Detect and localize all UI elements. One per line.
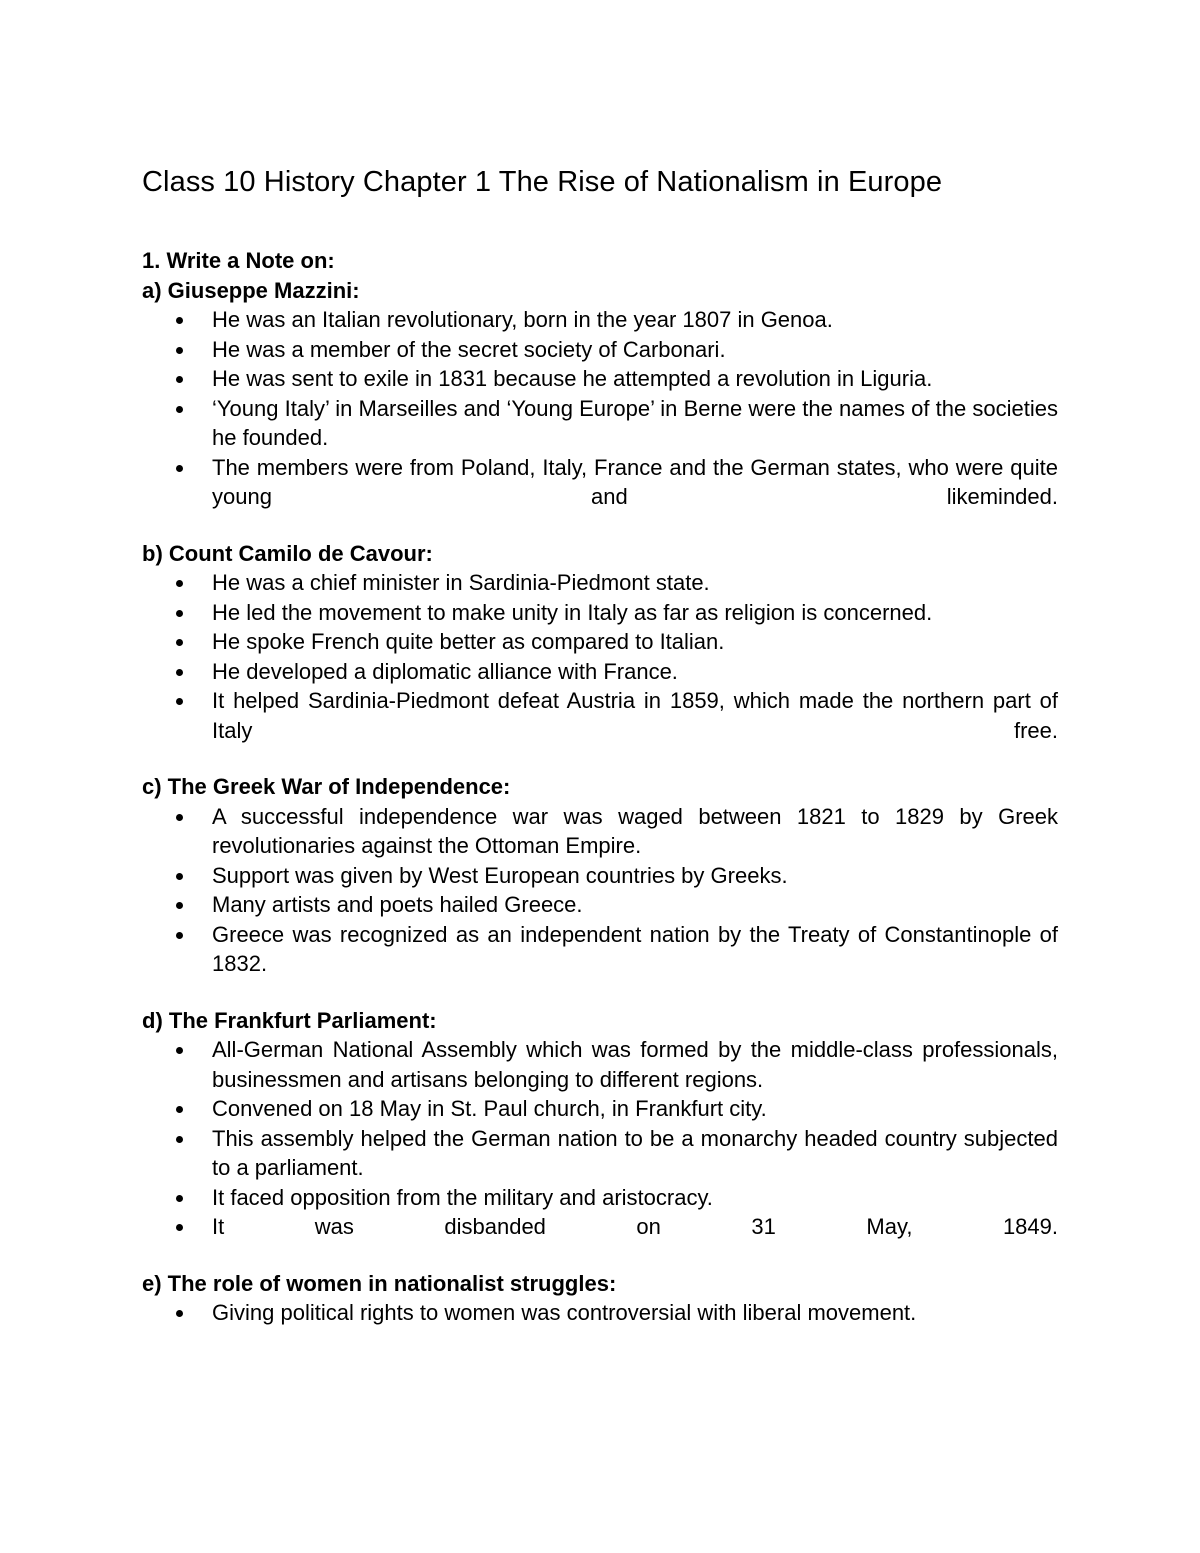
- bullet-icon: [176, 1136, 183, 1143]
- bullet-icon: [176, 1106, 183, 1113]
- list-item: He was a member of the secret society of Carbonari.: [142, 335, 1058, 365]
- document-page: [142, 160, 1058, 1328]
- bullet-icon: [176, 1195, 183, 1202]
- list-item: Support was given by West European countries by Greeks.: [142, 861, 1058, 891]
- section-heading-women: e) The role of women in nationalist struggles:: [142, 1270, 617, 1296]
- bullet-icon: [176, 376, 183, 383]
- bullet-list-frankfurt: [142, 1035, 1058, 1242]
- bullet-icon: [176, 406, 183, 413]
- bullet-icon: [176, 580, 183, 587]
- bullet-icon: [176, 1047, 183, 1054]
- list-item: He spoke French quite better as compared to Italian.: [142, 627, 1058, 657]
- bullet-icon: [176, 610, 183, 617]
- list-item: The members were from Poland, Italy, France and the German states, who were quite young and likeminded.: [142, 453, 1058, 512]
- bullet-icon: [176, 902, 183, 909]
- section-heading-frankfurt: d) The Frankfurt Parliament:: [142, 1007, 437, 1033]
- bullet-icon: [176, 1310, 183, 1317]
- list-item: He was a chief minister in Sardinia-Piedmont state.: [142, 568, 1058, 598]
- list-item: It was disbanded on 31 May, 1849.: [142, 1212, 1058, 1242]
- list-item: He developed a diplomatic alliance with France.: [142, 657, 1058, 687]
- bullet-list-women: [142, 1298, 1058, 1328]
- bullet-icon: [176, 465, 183, 472]
- list-item: Convened on 18 May in St. Paul church, in Frankfurt city.: [142, 1094, 1058, 1124]
- bullet-icon: [176, 317, 183, 324]
- bullet-icon: [176, 814, 183, 821]
- list-item: Giving political rights to women was controversial with liberal movement.: [142, 1298, 1058, 1328]
- bullet-list-mazzini: [142, 305, 1058, 512]
- list-item: He was an Italian revolutionary, born in the year 1807 in Genoa.: [142, 305, 1058, 335]
- bullet-icon: [176, 347, 183, 354]
- bullet-icon: [176, 873, 183, 880]
- question-heading: 1. Write a Note on:: [142, 248, 335, 273]
- list-item: He was sent to exile in 1831 because he attempted a revolution in Liguria.: [142, 364, 1058, 394]
- list-item: This assembly helped the German nation to be a monarchy headed country subjected to a parliament.: [142, 1124, 1058, 1183]
- list-item: Greece was recognized as an independent nation by the Treaty of Constantinople of 1832.: [142, 920, 1058, 979]
- list-item: All-German National Assembly which was formed by the middle-class professionals, businessmen and artisans belonging to different regions.: [142, 1035, 1058, 1094]
- list-item: It helped Sardinia-Piedmont defeat Austria in 1859, which made the northern part of Italy free.: [142, 686, 1058, 745]
- section-heading-cavour: b) Count Camilo de Cavour:: [142, 540, 433, 566]
- bullet-list-cavour: [142, 568, 1058, 745]
- list-item: A successful independence war was waged between 1821 to 1829 by Greek revolutionaries against the Ottoman Empire.: [142, 802, 1058, 861]
- page-title: Class 10 History Chapter 1 The Rise of Nationalism in Europe: [142, 166, 943, 198]
- section-heading-mazzini: a) Giuseppe Mazzini:: [142, 277, 360, 303]
- bullet-icon: [176, 932, 183, 939]
- list-item: Many artists and poets hailed Greece.: [142, 890, 1058, 920]
- bullet-list-greek-war: [142, 802, 1058, 979]
- bullet-icon: [176, 1224, 183, 1231]
- bullet-icon: [176, 639, 183, 646]
- list-item: He led the movement to make unity in Italy as far as religion is concerned.: [142, 598, 1058, 628]
- section-heading-greek-war: c) The Greek War of Independence:: [142, 774, 511, 799]
- list-item: It faced opposition from the military and aristocracy.: [142, 1183, 1058, 1213]
- bullet-icon: [176, 669, 183, 676]
- bullet-icon: [176, 698, 183, 705]
- list-item: ‘Young Italy’ in Marseilles and ‘Young Europe’ in Berne were the names of the societies he founded.: [142, 394, 1058, 453]
